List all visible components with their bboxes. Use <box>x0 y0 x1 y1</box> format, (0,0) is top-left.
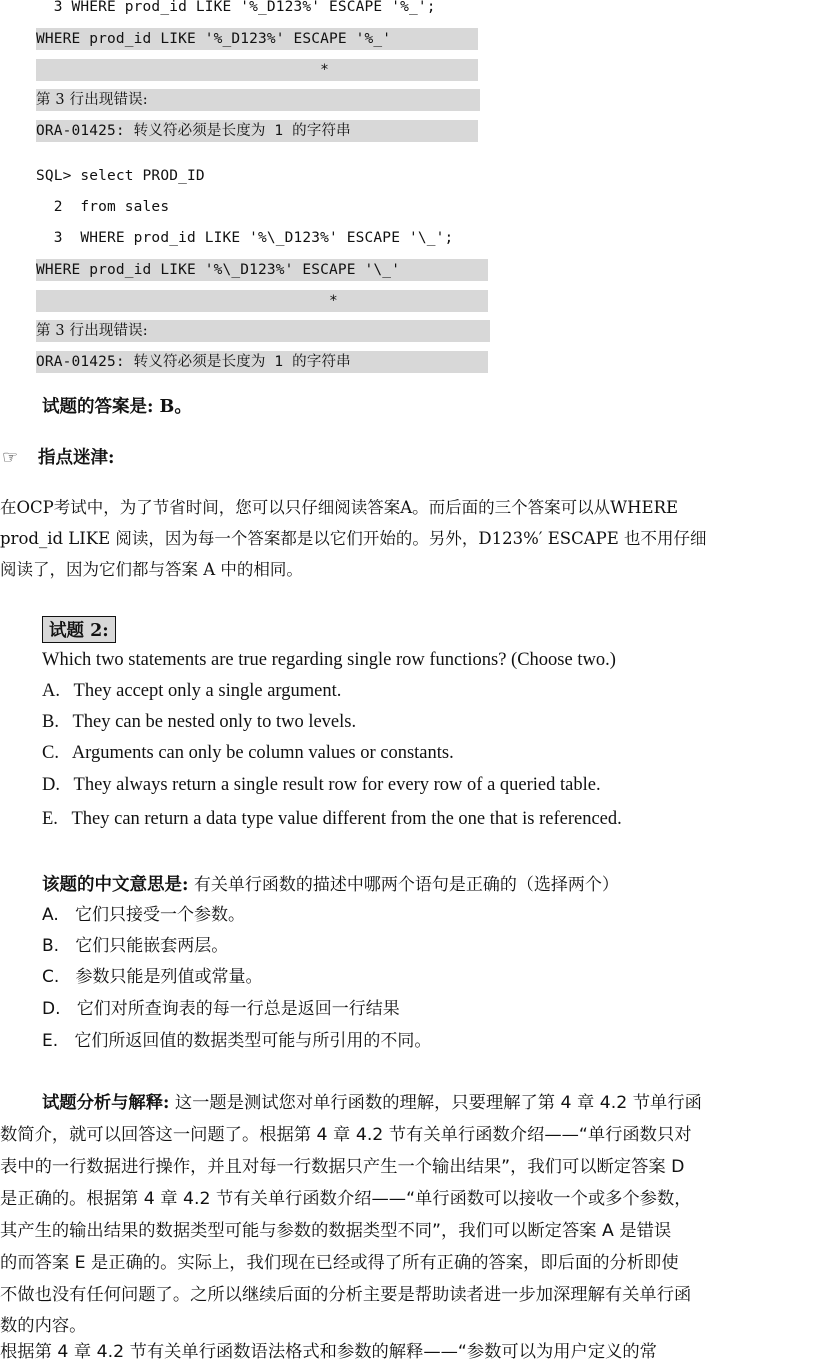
translation-option: D. 它们对所查询表的每一行总是返回一行结果 <box>42 999 400 1019</box>
code-line: SQL> select PROD_ID <box>36 168 205 184</box>
code-line: 3 WHERE prod_id LIKE '%\_D123%' ESCAPE '\_'; <box>36 230 454 246</box>
tip-heading-row <box>2 444 114 469</box>
translation-option: A. 它们只接受一个参数。 <box>42 905 245 925</box>
analysis-line: 根据第 4 章 4.2 节有关单行函数语法格式和参数的解释——“参数可以为用户定义的常 <box>0 1342 657 1362</box>
code-line-highlighted: * <box>36 290 488 312</box>
translation-option: C. 参数只能是列值或常量。 <box>42 967 263 987</box>
tip-line: prod_id LIKE 阅读，因为每一个答案都是以它们开始的。另外，D123%′ ESCAPE 也不用仔细 <box>0 529 707 548</box>
question-option: C. Arguments can only be column values or constants. <box>42 743 454 763</box>
question-option: B. They can be nested only to two levels. <box>42 712 357 732</box>
question-label: 试题 2: <box>42 616 116 643</box>
analysis-line <box>42 1088 702 1113</box>
translation-option: E. 它们所返回值的数据类型可能与所引用的不同。 <box>42 1031 432 1051</box>
analysis-line: 是正确的。根据第 4 章 4.2 节有关单行函数介绍——“单行函数可以接收一个或多个参数， <box>0 1189 692 1209</box>
question-option: A. They accept only a single argument. <box>42 681 342 701</box>
code-line: 3 WHERE prod_id LIKE '%_D123%' ESCAPE '%_'; <box>36 0 436 15</box>
analysis-text: 这一题是测试您对单行函数的理解，只要理解了第 4 章 4.2 节单行函 <box>169 1093 702 1113</box>
translation-text: 有关单行函数的描述中哪两个语句是正确的（选择两个） <box>188 875 619 895</box>
translation-label: 该题的中文意思是: <box>42 875 189 895</box>
translation-option: B. 它们只能嵌套两层。 <box>42 936 229 956</box>
code-line-highlighted: 第 3 行出现错误: <box>36 89 480 111</box>
question-option: D. They always return a single result row for every row of a queried table. <box>42 775 601 795</box>
analysis-line: 其产生的输出结果的数据类型可能与参数的数据类型不同”，我们可以断定答案 A 是错误 <box>0 1221 672 1241</box>
analysis-line: 数简介，就可以回答这一问题了。根据第 4 章 4.2 节有关单行函数介绍——“单行函数只对 <box>0 1125 692 1145</box>
translation-intro <box>42 870 619 896</box>
question-option: E. They can return a data type value different from the one that is referenced. <box>42 809 622 829</box>
code-line-highlighted: 第 3 行出现错误: <box>36 320 490 342</box>
pointing-hand-icon: ☞ <box>2 447 19 468</box>
analysis-line: 的而答案 E 是正确的。实际上，我们现在已经或得了所有正确的答案，即后面的分析即使 <box>0 1253 679 1273</box>
code-line-highlighted: WHERE prod_id LIKE '%_D123%' ESCAPE '%_' <box>36 28 478 50</box>
tip-line: 在OCP考试中，为了节省时间，您可以只仔细阅读答案A。而后面的三个答案可以从WHERE <box>0 498 679 517</box>
analysis-label: 试题分析与解释: <box>42 1093 170 1113</box>
analysis-line: 表中的一行数据进行操作，并且对每一行数据只产生一个输出结果”，我们可以断定答案 D <box>0 1157 685 1177</box>
answer-line: 试题的答案是: B。 <box>42 397 192 417</box>
code-line-highlighted: * <box>36 59 478 81</box>
analysis-line: 数的内容。 <box>0 1316 87 1336</box>
code-line-highlighted: ORA-01425: 转义符必须是长度为 1 的字符串 <box>36 120 478 142</box>
code-line-highlighted: ORA-01425: 转义符必须是长度为 1 的字符串 <box>36 351 488 373</box>
tip-line: 阅读了，因为它们都与答案 A 中的相同。 <box>0 560 303 579</box>
code-line: 2 from sales <box>36 199 170 215</box>
tip-heading: 指点迷津: <box>38 448 115 468</box>
question-text: Which two statements are true regarding single row functions? (Choose two.) <box>42 650 616 670</box>
analysis-line: 不做也没有任何问题了。之所以继续后面的分析主要是帮助读者进一步加深理解有关单行函 <box>0 1285 692 1305</box>
code-line-highlighted: WHERE prod_id LIKE '%\_D123%' ESCAPE '\_' <box>36 259 488 281</box>
